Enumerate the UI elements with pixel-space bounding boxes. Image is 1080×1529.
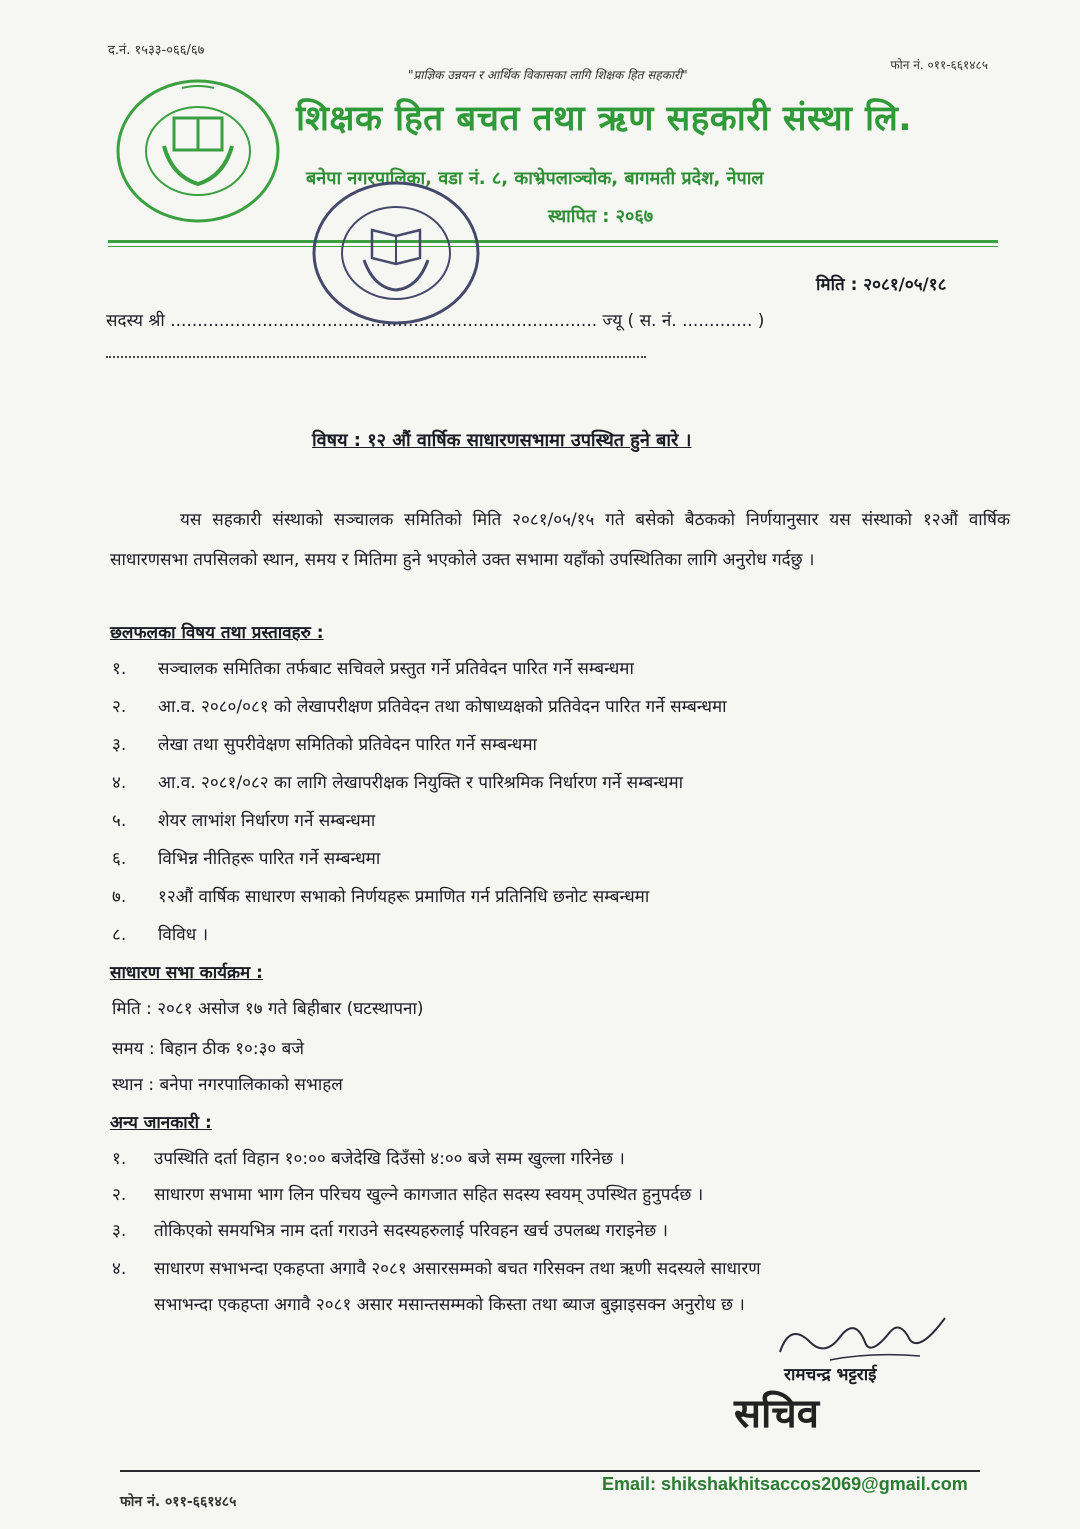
letter-date: मिति : २०८१/०५/१८ <box>816 275 947 295</box>
footer-email: Email: shikshakhitsaccos2069@gmail.com <box>602 1474 968 1494</box>
other-info-heading: अन्य जानकारी : <box>110 1113 212 1133</box>
agenda-item: ४. आ.व. २०८१/०८२ का लागि लेखापरीक्षक नियुक्ति र पारिश्रमिक निर्धारण गर्ने सम्बन्धमा <box>112 773 684 793</box>
info-item: ३. तोकिएको समयभित्र नाम दर्ता गराउने सदस्यहरुलाई परिवहन खर्च उपलब्ध गराइनेछ । <box>112 1221 668 1241</box>
agenda-item: २. आ.व. २०८०/०८१ को लेखापरीक्षण प्रतिवेदन तथा कोषाध्यक्षको प्रतिवेदन पारित गर्ने सम्बन्धमा <box>112 697 727 717</box>
signer-title: सचिव <box>734 1391 820 1437</box>
header-divider-thin <box>108 246 998 247</box>
stamp-seal-icon <box>308 178 484 328</box>
organization-logo-icon <box>112 76 284 226</box>
info-item: २. साधारण सभामा भाग लिन परिचय खुल्ने कागजात सहित सदस्य स्वयम् उपस्थित हुनुपर्दछ । <box>112 1185 704 1205</box>
info-item-continuation: सभाभन्दा एकहप्ता अगावै २०८१ असार मसान्तसम्मको किस्ता तथा ब्याज बुझाइसक्न अनुरोध छ । <box>154 1295 745 1315</box>
signer-name: रामचन्द्र भट्टराई <box>784 1365 877 1385</box>
organization-address: बनेपा नगरपालिका, वडा नं. ८, काभ्रेपलाञ्चोक, बागमती प्रदेश, नेपाल <box>306 168 764 189</box>
header-divider <box>108 240 998 243</box>
agenda-item: १. सञ्चालक समितिका तर्फबाट सचिवले प्रस्तुत गर्ने प्रतिवेदन पारित गर्ने सम्बन्धमा <box>112 659 634 679</box>
member-recipient-line: सदस्य श्री ............................................................................... ज्यू ( स. नं. ............. ) <box>106 311 765 331</box>
address-blank-line <box>106 350 646 358</box>
letter-subject: विषय : १२ औं वार्षिक साधारणसभामा उपस्थित हुने बारे । <box>312 430 692 451</box>
footer-phone: फोन नं. ०११-६६१४८५ <box>120 1494 237 1510</box>
established-year: स्थापित : २०६७ <box>548 206 654 227</box>
program-date: मिति : २०८१ असोज १७ गते बिहीबार (घटस्थापना) <box>112 999 424 1019</box>
agenda-item: ३. लेखा तथा सुपरीवेक्षण समितिको प्रतिवेदन पारित गर्ने सम्बन्धमा <box>112 735 537 755</box>
program-venue: स्थान : बनेपा नगरपालिकाको सभाहल <box>112 1075 343 1095</box>
agenda-item: ७. १२औं वार्षिक साधारण सभाको निर्णयहरू प्रमाणित गर्न प्रतिनिधि छनोट सम्बन्धमा <box>112 887 650 907</box>
program-heading: साधारण सभा कार्यक्रम : <box>110 963 263 983</box>
slogan: "प्राज्ञिक उन्नयन र आर्थिक विकासका लागि शिक्षक हित सहकारी" <box>408 68 688 82</box>
program-time: समय : बिहान ठीक १०:३० बजे <box>112 1039 304 1059</box>
organization-name: शिक्षक हित बचत तथा ऋण सहकारी संस्था लि. <box>296 99 913 139</box>
agenda-item: ५. शेयर लाभांश निर्धारण गर्ने सम्बन्धमा <box>112 811 376 831</box>
agenda-item: ८. विविध । <box>112 925 209 945</box>
body-text: यस सहकारी संस्थाको सञ्चालक समितिको मिति २०८१/०५/१५ गते बसेको बैठकको निर्णयानुसार यस संस्थाको १२औं वार्षिक साधारणसभा तपसिलको स्थान, समय र मितिमा हुने भएकोले उक्त सभामा यहाँको उपस्थितिका लागि अनुरोध गर्दछु । <box>110 510 1010 570</box>
body-paragraph <box>110 500 1010 580</box>
header-phone: फोन नं. ०११-६६१४८५ <box>890 58 988 72</box>
registration-number: द.नं. १५३३-०६६/६७ <box>108 43 205 58</box>
agenda-heading: छलफलका विषय तथा प्रस्तावहरु : <box>110 623 324 643</box>
info-item: ४. साधारण सभाभन्दा एकहप्ता अगावै २०८१ असारसम्मको बचत गरिसक्न तथा ऋणी सदस्यले साधारण <box>112 1259 761 1279</box>
info-item: १. उपस्थिति दर्ता विहान १०:०० बजेदेखि दिउँसो ४:०० बजे सम्म खुल्ला गरिनेछ । <box>112 1149 625 1169</box>
footer-divider <box>120 1470 980 1472</box>
agenda-item: ६. विभिन्न नीतिहरू पारित गर्ने सम्बन्धमा <box>112 849 381 869</box>
